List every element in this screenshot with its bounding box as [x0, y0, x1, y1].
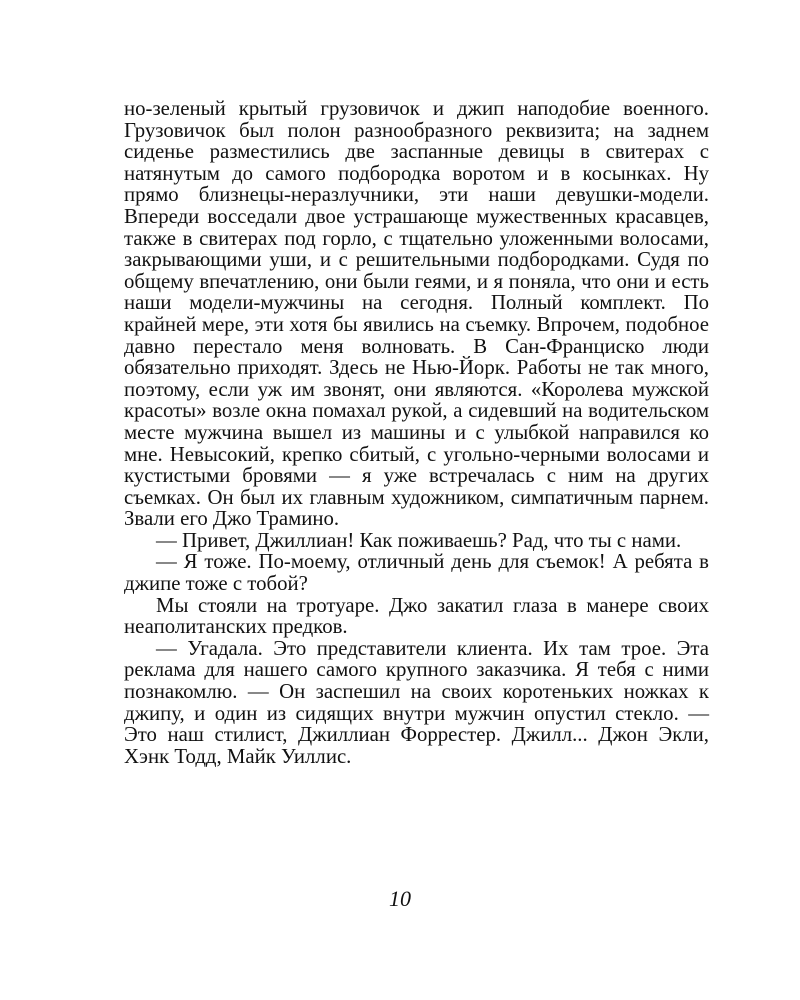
paragraph-continuation: но-зеленый крытый грузовичок и джип наподобие военного. Грузовичок был полон разнообразного реквизита; на заднем сиденье разместились две заспанные девицы в свитерах с натянутым до самого подбородка воротом и в косынках. Ну прямо близнецы-неразлучники, эти наши девушки-модели. Впереди восседали двое устрашающе мужественных красавцев, также в свитерах под горло, с тщательно уложенными волосами, закрывающими уши, и с решительными подбородками. Судя по общему впечатлению, они были геями, и я поняла, что они и есть наши модели-мужчины на сегодня. Полный комплект. По крайней мере, эти хотя бы явились на съемку. Впрочем, подобное давно перестало меня волновать. В Сан-Франциско люди обязательно приходят. Здесь не Нью-Йорк. Работы не так много, поэтому, если уж им звонят, они являются. «Королева мужской красоты» возле окна помахал рукой, а сидевший на водительском месте мужчина вышел из машины и с улыбкой направился ко мне. Невысокий, крепко сбитый, с угольно-черными волосами и кустистыми бровями — я уже встречалась с ним на других съемках. Он был их главным художником, симпатичным парнем. Звали его Джо Трамино. — [124, 97, 709, 531]
paragraph-narration: Мы стояли на тротуаре. Джо закатил глаза в манере своих неаполитанских предков. — [124, 593, 709, 639]
paragraph-dialogue-introduction: — Угадала. Это представители клиента. Их там трое. Эта реклама для нашего самого крупного заказчика. Я тебя с ними познакомлю. — Он заспешил на своих коротеньких ножках к джипу, и один из сидящих внутри мужчин опустил стекло. — Это наш стилист, Джиллиан Форрестер. Джилл... Джон Экли, Хэнк Тодд, Майк Уиллис. — [124, 636, 709, 768]
paragraph-dialogue-reply: — Я тоже. По-моему, отличный день для съемок! А ребята в джипе тоже с тобой? — [124, 550, 709, 596]
page-number: 10 — [389, 886, 411, 911]
page-body — [124, 98, 709, 767]
paragraph-dialogue-greeting: — Привет, Джиллиан! Как поживаешь? Рад, что ты с нами. — [156, 528, 682, 552]
